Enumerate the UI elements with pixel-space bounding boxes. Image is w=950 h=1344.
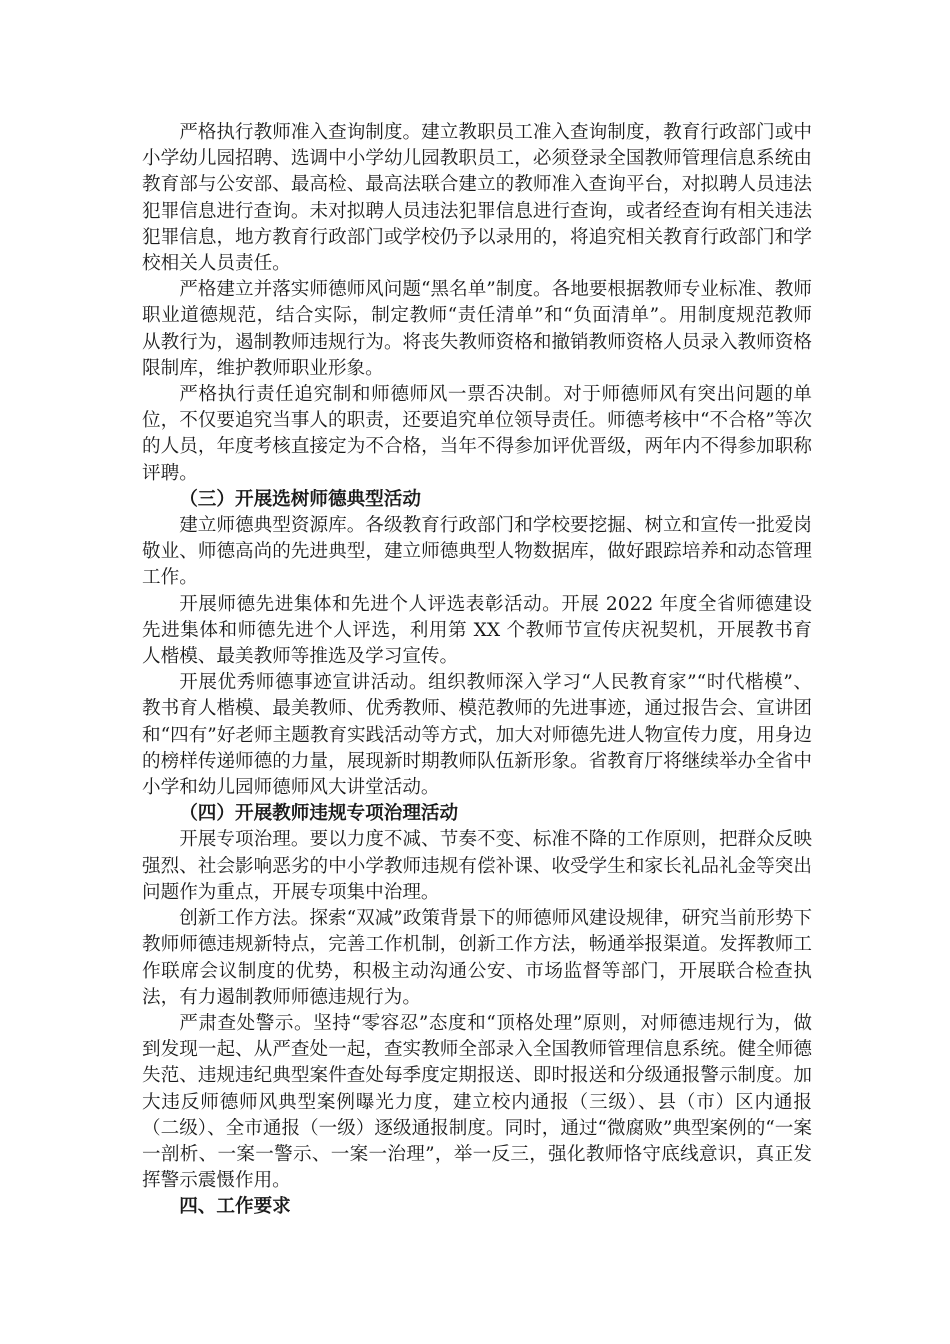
paragraph-blacklist-system: 严格建立并落实师德师风问题“黑名单”制度。各地要根据教师专业标准、教师职业道德规范，结合实际，制定教师“责任清单”和“负面清单”。用制度规范教师从教行为，遏制教师违规行为。将丧失教师资格和撤销教师资格人员录入教师资格限制库，维护教师职业形象。 xyxy=(142,279,812,379)
paragraph-special-governance: 开展专项治理。要以力度不减、节奏不变、标准不降的工作原则，把群众反映强烈、社会影响恶劣的中小学教师违规有偿补课、收受学生和家长礼品礼金等突出问题作为重点，开展专项集中治理。 xyxy=(142,829,812,903)
paragraph-model-database: 建立师德典型资源库。各级教育行政部门和学校要挖掘、树立和宣传一批爱岗敬业、师德高尚的先进典型，建立师德典型人物数据库，做好跟踪培养和动态管理工作。 xyxy=(142,515,812,589)
section-heading-work-requirements: 四、工作要求 xyxy=(179,1196,291,1218)
paragraph-innovative-methods: 创新工作方法。探索“双减”政策背景下的师德师风建设规律，研究当前形势下教师师德违规新特点，完善工作机制，创新工作方法，畅通举报渠道。发挥教师工作联席会议制度的优势，积极主动沟通公安、市场监督等部门，开展联合检查执法，有力遏制教师师德违规行为。 xyxy=(142,908,812,1008)
section-heading-3: （三）开展选树师德典型活动 xyxy=(179,488,421,510)
paragraph-lectures: 开展优秀师德事迹宣讲活动。组织教师深入学习“人民教育家”“时代楷模”、教书育人楷模、最美教师、优秀教师、模范教师的先进事迹，通过报告会、宣讲团和“四有”好老师主题教育实践活动等方式，加大对师德先进人物宣传力度，用身边的榜样传递师德的力量，展现新时期教师队伍新形象。省教育厅将继续举办全省中小学和幼儿园师德师风大讲堂活动。 xyxy=(142,672,812,799)
paragraph-teacher-entry-query: 严格执行教师准入查询制度。建立教职员工准入查询制度，教育行政部门或中小学幼儿园招聘、选调中小学幼儿园教职员工，必须登录全国教师管理信息系统由教育部与公安部、最高检、最高法联合建立的教师准入查询平台，对拟聘人员违法犯罪信息进行查询。未对拟聘人员违法犯罪信息进行查询，或者经查询有相关违法犯罪信息，地方教育行政部门或学校仍予以录用的，将追究相关教育行政部门和学校相关人员责任。 xyxy=(142,122,812,275)
paragraph-awards: 开展师德先进集体和先进个人评选表彰活动。开展 2022 年度全省师德建设先进集体和师德先进个人评选，利用第 XX 个教师节宣传庆祝契机，开展教书育人楷模、最美教师等推选及学习宣传。 xyxy=(142,593,812,668)
section-heading-4: （四）开展教师违规专项治理活动 xyxy=(179,803,459,825)
paragraph-accountability: 严格执行责任追究制和师德师风一票否决制。对于师德师风有突出问题的单位，不仅要追究当事人的职责，还要追究单位领导责任。师德考核中“不合格”等次的人员，年度考核直接定为不合格，当年不得参加评优晋级，两年内不得参加职称评聘。 xyxy=(142,384,812,484)
paragraph-investigation-warning: 严肃查处警示。坚持“零容忍”态度和“顶格处理”原则，对师德违规行为，做到发现一起、从严查处一起，查实教师全部录入全国教师管理信息系统。健全师德失范、违规违纪典型案件查处每季度定期报送、即时报送和分级通报警示制度。加大违反师德师风典型案例曝光力度，建立校内通报（三级）、县（市）区内通报（二级）、全市通报（一级）逐级通报制度。同时，通过“微腐败”典型案例的“一案一剖析、一案一警示、一案一治理”，举一反三，强化教师恪守底线意识，真正发挥警示震慑作用。 xyxy=(142,1012,812,1192)
document-body xyxy=(142,120,812,1221)
